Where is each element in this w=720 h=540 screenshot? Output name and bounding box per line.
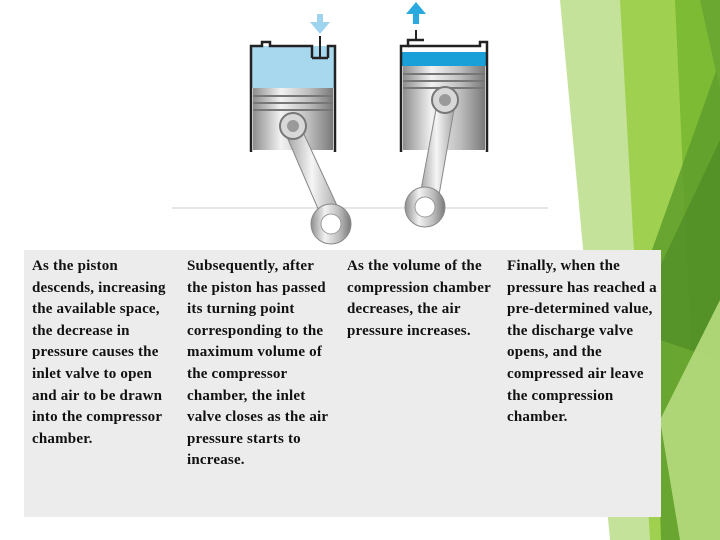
right-piston-stage (401, 2, 487, 227)
down-arrow-icon (310, 14, 330, 34)
step-2-text: Subsequently, after the piston has passed its turning point corresponding to the maximum volume of the compressor chamber, the inlet valve closes as the air pressure starts to increase. (187, 258, 328, 469)
left-piston-stage (251, 14, 351, 244)
step-4-text: Finally, when the pressure has reached a pre-determined value, the discharge valve opens, and the compressed air leave the compression chamber. (507, 258, 657, 426)
steps-text-panel (24, 250, 661, 517)
left-cylinder-air (251, 46, 335, 88)
step-1-text: As the piston descends, increasing the available space, the decrease in pressure causes the inlet valve to open and air to be drawn into the compressor chamber. (32, 258, 166, 447)
up-arrow-icon (406, 2, 426, 24)
step-3-text: As the volume of the compression chamber decreases, the air pressure increases. (347, 258, 491, 339)
right-cylinder-air (401, 52, 487, 66)
